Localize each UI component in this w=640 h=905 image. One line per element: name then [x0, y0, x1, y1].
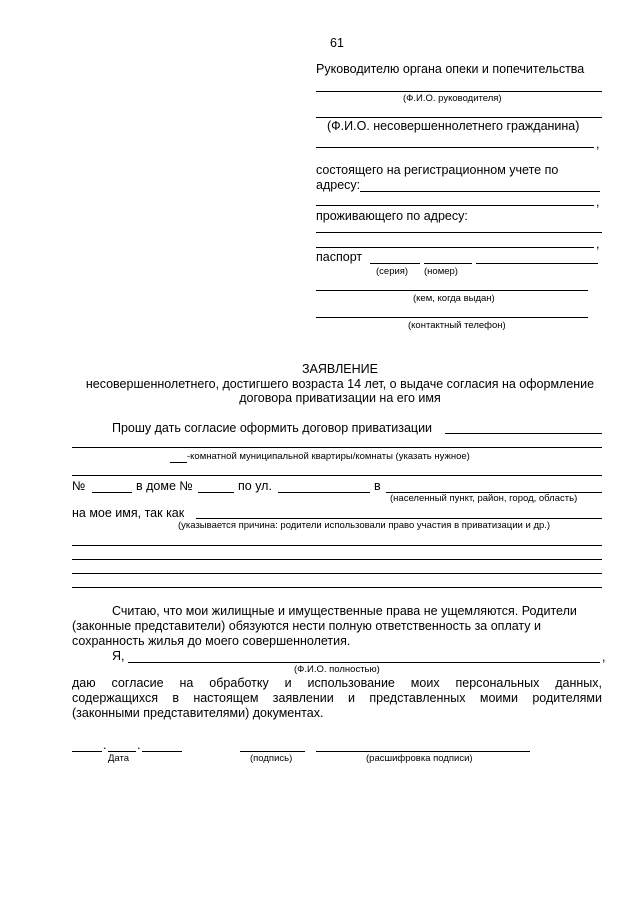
- address-extra-line[interactable]: [72, 475, 602, 476]
- reason-line-3[interactable]: [72, 559, 602, 560]
- request-text: Прошу дать согласие оформить договор приватизации: [112, 421, 433, 435]
- residing-address-line-2[interactable]: [316, 247, 594, 248]
- document-subtitle-2: договора приватизации на его имя: [239, 391, 441, 405]
- date-day-line[interactable]: [72, 751, 102, 752]
- date-year-line[interactable]: [142, 751, 182, 752]
- addressee-text: Руководителю органа опеки и попечительства: [316, 62, 585, 76]
- signature-decode-caption: (расшифровка подписи): [366, 753, 473, 764]
- signature-caption: (подпись): [250, 753, 293, 764]
- number-caption: (номер): [424, 266, 458, 277]
- locality-caption: (населенный пункт, район, город, область): [390, 493, 578, 504]
- registered-address-line[interactable]: [360, 191, 600, 192]
- in-label: в: [374, 479, 381, 493]
- consent-p2-line2: содержащихся в настоящем заявлении и представленных моими родителями: [72, 691, 602, 705]
- i-label: Я,: [112, 649, 125, 663]
- date-caption: Дата: [108, 753, 130, 764]
- document-heading: ЗАЯВЛЕНИЕ: [301, 362, 378, 376]
- issued-by-line[interactable]: [316, 290, 588, 291]
- consent-p1-line3: сохранность жилья до моего совершеннолетия.: [72, 634, 351, 648]
- consent-p1-line2: (законные представители) обязуются нести полную ответственность за оплату и: [72, 619, 541, 633]
- house-number-line[interactable]: [198, 492, 234, 493]
- registered-address-label: адресу:: [316, 178, 361, 192]
- street-label: по ул.: [238, 479, 272, 493]
- consent-p1-line1: Считаю, что мои жилищные и имущественные права не ущемляются. Родители: [112, 604, 577, 618]
- residing-label: проживающего по адресу:: [316, 209, 468, 223]
- registered-text: состоящего на регистрационном учете по: [316, 163, 559, 177]
- request-line[interactable]: [445, 433, 602, 434]
- passport-label: паспорт: [316, 250, 363, 264]
- passport-extra-line[interactable]: [476, 263, 598, 264]
- reason-line[interactable]: [196, 518, 602, 519]
- comma-2: ,: [596, 195, 600, 209]
- residing-address-line[interactable]: [316, 232, 602, 233]
- passport-number-line[interactable]: [424, 263, 472, 264]
- director-fio-caption: (Ф.И.О. руководителя): [403, 93, 502, 104]
- issued-by-caption: (кем, когда выдан): [413, 293, 495, 304]
- minor-fio-caption: (Ф.И.О. несовершеннолетнего гражданина): [327, 119, 580, 133]
- room-type-text: -комнатной муниципальной квартиры/комнаты (указать нужное): [187, 451, 470, 462]
- full-fio-caption: (Ф.И.О. полностью): [294, 664, 380, 675]
- document-subtitle-1: несовершеннолетнего, достигшего возраста 14 лет, о выдаче согласия на оформление: [85, 377, 595, 391]
- director-fio-line[interactable]: [316, 91, 602, 92]
- my-name-text: на мое имя, так как: [72, 506, 185, 520]
- reason-caption: (указывается причина: родители использовали право участия в приватизации и др.): [178, 520, 551, 531]
- request-line-2[interactable]: [72, 447, 602, 448]
- date-month-line[interactable]: [108, 751, 136, 752]
- page-number: 61: [330, 36, 344, 50]
- comma-4: ,: [602, 650, 606, 664]
- reason-line-4[interactable]: [72, 573, 602, 574]
- phone-line[interactable]: [316, 317, 588, 318]
- signature-decode-line[interactable]: [316, 751, 530, 752]
- apt-number-line[interactable]: [92, 492, 132, 493]
- reason-line-5[interactable]: [72, 587, 602, 588]
- series-caption: (серия): [376, 266, 409, 277]
- director-fio-line-2[interactable]: [316, 117, 602, 118]
- reason-line-2[interactable]: [72, 545, 602, 546]
- date-dot-1: .: [103, 738, 107, 752]
- minor-fio-line[interactable]: [316, 147, 594, 148]
- signature-line[interactable]: [240, 751, 305, 752]
- room-count-line[interactable]: [170, 462, 187, 463]
- comma-1: ,: [596, 137, 600, 151]
- apt-number-label: №: [72, 479, 86, 493]
- passport-series-line[interactable]: [370, 263, 420, 264]
- consent-p2-line1: даю согласие на обработку и использование моих персональных данных,: [72, 676, 602, 690]
- comma-3: ,: [596, 237, 600, 251]
- full-fio-line[interactable]: [128, 662, 600, 663]
- consent-p2-line3: (законными представителями) документах.: [72, 706, 324, 720]
- street-line[interactable]: [278, 492, 370, 493]
- date-dot-2: .: [137, 738, 141, 752]
- registered-address-line-2[interactable]: [316, 205, 594, 206]
- phone-caption: (контактный телефон): [408, 320, 506, 331]
- house-number-label: в доме №: [136, 479, 193, 493]
